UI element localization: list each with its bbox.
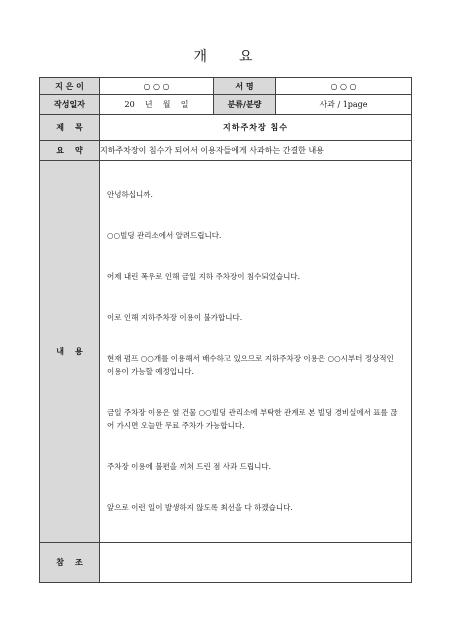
content-paragraph: ○○빌딩 관리소에서 알려드립니다. — [107, 231, 222, 240]
category-label: 분류/분량 — [214, 95, 276, 115]
reference-row — [40, 543, 412, 583]
content-paragraph: 주차장 이용에 불편을 끼쳐 드린 점 사과 드립니다. — [107, 462, 271, 471]
document-title — [0, 46, 450, 66]
content-paragraph: 현재 펌프 ○○개를 이용해서 배수하고 있으므로 지하주차장 이용은 ○○시부터 정상적인 이용이 가능할 예정입니다. — [107, 354, 394, 376]
reference-label: 참 조 — [40, 543, 100, 583]
author-row — [40, 78, 412, 95]
content-paragraph: 어제 내린 폭우로 인해 금일 지하 주차장이 침수되었습니다. — [107, 272, 300, 281]
content-label: 내 용 — [40, 161, 100, 543]
reference-value[interactable] — [100, 543, 412, 583]
author-value[interactable]: ○ ○ ○ — [100, 78, 214, 95]
subject-row — [40, 115, 412, 141]
date-row — [40, 95, 412, 115]
content-row — [40, 161, 412, 543]
subject-value[interactable]: 지하주차장 침수 — [100, 115, 412, 141]
category-value[interactable]: 사과 / 1page — [276, 95, 412, 115]
signature-label: 서 명 — [214, 78, 276, 95]
title-char-1: 개 — [193, 49, 211, 65]
content-paragraph: 앞으로 이런 일이 발생하지 않도록 최선을 다 하겠습니다. — [107, 503, 293, 512]
author-label: 지 은 이 — [40, 78, 100, 95]
summary-row — [40, 141, 412, 161]
content-paragraph: 안녕하십니까. — [107, 190, 153, 199]
subject-label: 제 목 — [40, 115, 100, 141]
signature-value[interactable]: ○ ○ ○ — [276, 78, 412, 95]
content-body[interactable] — [100, 161, 412, 543]
date-value[interactable]: 20 년 월 일 — [100, 95, 214, 115]
title-char-2: 요 — [239, 49, 257, 65]
content-paragraph: 이로 인해 지하주차장 이용이 불가합니다. — [107, 313, 243, 322]
date-label: 작성일자 — [40, 95, 100, 115]
content-paragraph: 금일 주차장 이용은 옆 건물 ○○빌딩 관리소에 부탁한 관계로 본 빌딩 경비실에서 표를 끊어 가시면 오늘만 무료 주차가 가능합니다. — [107, 408, 398, 430]
summary-label: 요 약 — [40, 141, 100, 161]
summary-value[interactable]: 지하주차장이 침수가 되어서 이용자들에게 사과하는 간결한 내용 — [100, 141, 412, 161]
summary-form-table — [39, 77, 412, 583]
